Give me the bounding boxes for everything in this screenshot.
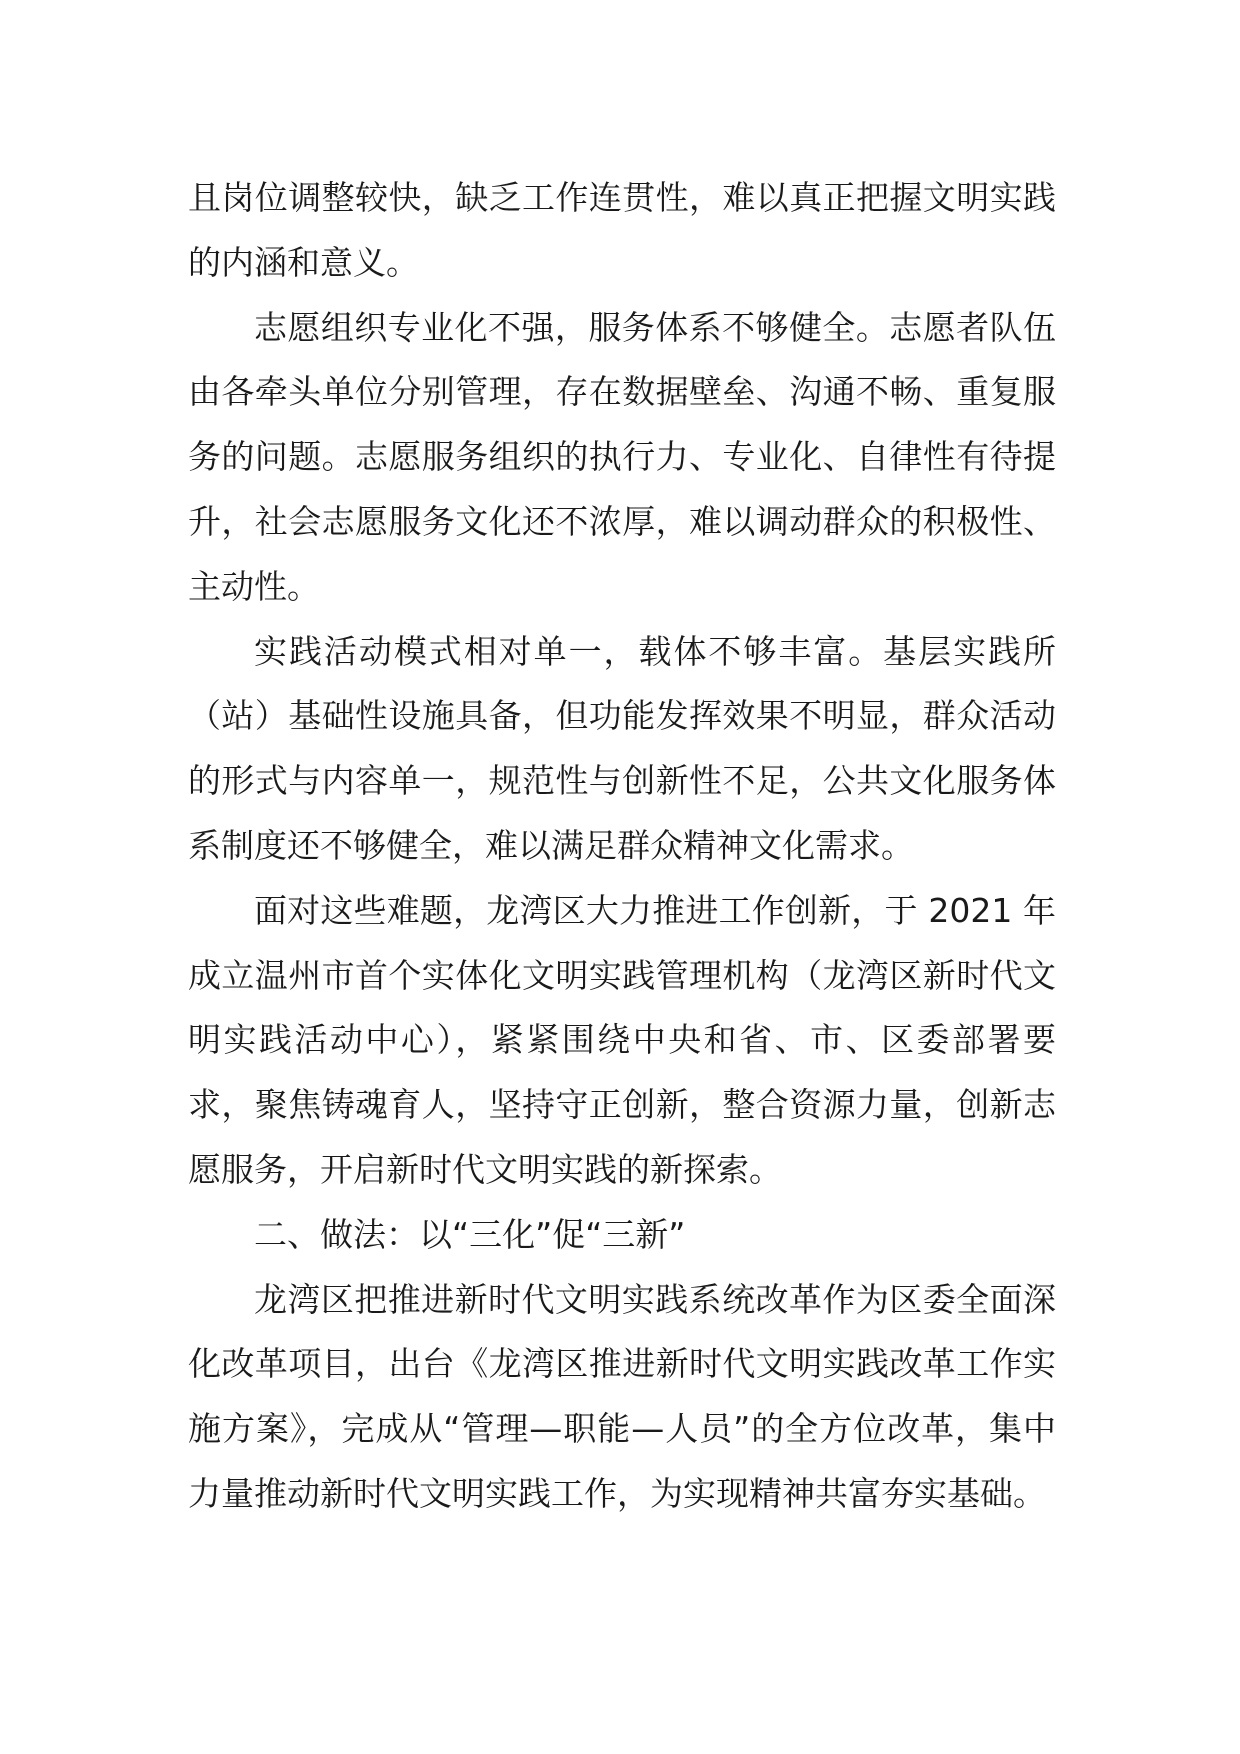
paragraph-2: 志愿组织专业化不强，服务体系不够健全。志愿者队伍由各牵头单位分别管理，存在数据壁垒、沟通不畅、重复服务的问题。志愿服务组织的执行力、专业化、自律性有待提升，社会志愿服务文化还不浓厚，难以调动群众的积极性、主动性。 — [188, 307, 1056, 606]
paragraph-1: 且岗位调整较快，缺乏工作连贯性，难以真正把握文明实践的内涵和意义。 — [188, 178, 1056, 282]
paragraph-3: 实践活动模式相对单一，载体不够丰富。基层实践所（站）基础性设施具备，但功能发挥效果不明显，群众活动的形式与内容单一，规范性与创新性不足，公共文化服务体系制度还不够健全，难以满足群众精神文化需求。 — [188, 631, 1056, 865]
paragraph-4: 面对这些难题，龙湾区大力推进工作创新，于 2021 年成立温州市首个实体化文明实践管理机构（龙湾区新时代文明实践活动中心），紧紧围绕中央和省、市、区委部署要求，聚焦铸魂育人，坚持守正创新，整合资源力量，创新志愿服务，开启新时代文明实践的新探索。 — [188, 890, 1056, 1189]
section-heading: 二、做法：以“三化”促“三新” — [254, 1214, 686, 1254]
paragraph-5: 龙湾区把推进新时代文明实践系统改革作为区委全面深化改革项目，出台《龙湾区推进新时代文明实践改革工作实施方案》，完成从“管理—职能—人员”的全方位改革，集中力量推动新时代文明实践工作，为实现精神共富夯实基础。 — [188, 1279, 1056, 1513]
document-body — [188, 166, 1056, 1527]
